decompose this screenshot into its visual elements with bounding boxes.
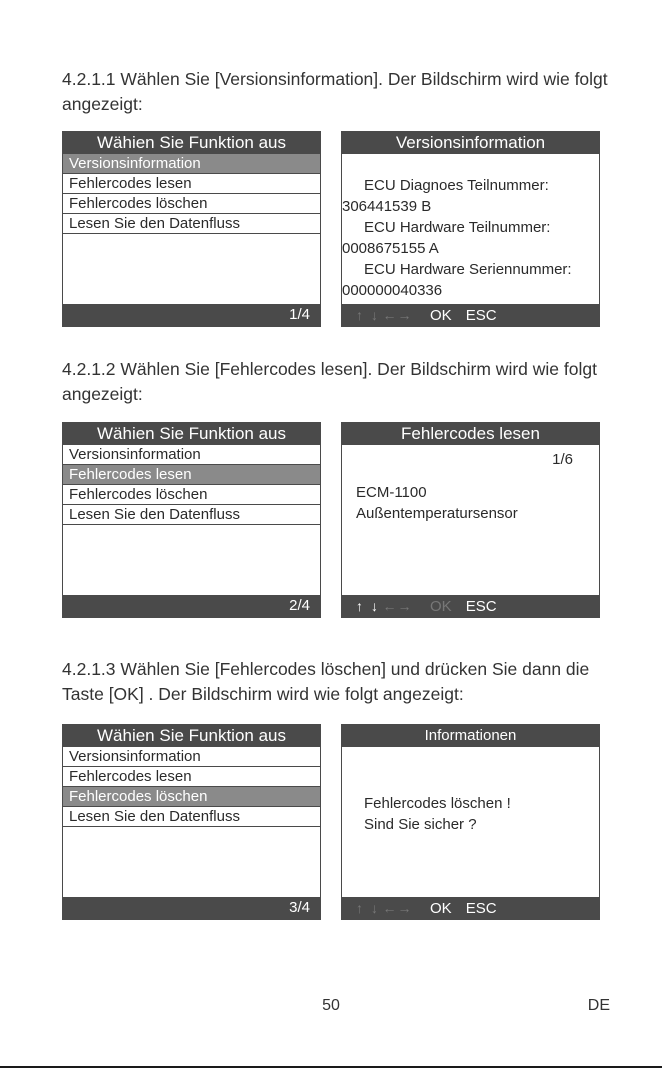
esc-key[interactable]: ESC (465, 598, 497, 615)
key-hints (352, 897, 497, 920)
menu-item-datenfluss[interactable]: Lesen Sie den Datenfluss (63, 214, 320, 234)
confirm-line-2: Sind Sie sicher ? (364, 816, 477, 833)
function-menu-screen-2 (62, 422, 321, 618)
screen-title: Informationen (342, 725, 599, 747)
section-2-text: 4.2.1.2 Wählen Sie [Fehlercodes lesen]. Der Bildschirm wird wie folgt angezeigt: (62, 359, 597, 404)
arrow-left-icon: ← (382, 598, 397, 614)
ecu-serial-value: 000000040336 (342, 282, 443, 299)
page-indicator: 1/4 (289, 306, 310, 323)
ok-key[interactable]: OK (430, 307, 452, 324)
esc-key[interactable]: ESC (465, 900, 497, 917)
menu-item-fehlercodes-lesen[interactable]: Fehlercodes lesen (63, 465, 320, 485)
fault-code: ECM-1100 (356, 484, 427, 501)
arrow-down-icon: ↓ (371, 307, 378, 323)
ecu-hw-value: 0008675155 A (342, 240, 439, 257)
menu-item-fehlercodes-loeschen[interactable]: Fehlercodes löschen (63, 194, 320, 214)
arrow-right-icon: → (397, 598, 412, 614)
confirm-dialog-screen (341, 724, 600, 920)
ecu-diag-label: ECU Diagnoes Teilnummer: (364, 177, 549, 194)
page-bottom-rule (0, 1066, 662, 1068)
screen-footer (63, 304, 320, 326)
arrow-up-icon: ↑ (356, 307, 363, 323)
ecu-diag-value: 306441539 B (342, 198, 432, 215)
code-counter: 1/6 (552, 451, 573, 468)
screen-footer (63, 595, 320, 617)
version-info-screen (341, 131, 600, 327)
page-indicator: 2/4 (289, 597, 310, 614)
arrow-right-icon: → (397, 900, 412, 916)
function-menu-screen-3 (62, 724, 321, 920)
ecu-serial-label: ECU Hardware Seriennummer: (364, 261, 572, 278)
arrow-up-icon: ↑ (356, 900, 363, 916)
arrow-down-icon[interactable]: ↓ (371, 598, 378, 614)
key-hints (352, 304, 497, 327)
section-1-text: 4.2.1.1 Wählen Sie [Versionsinformation]. Der Bildschirm wird wie folgt angezeigt: (62, 69, 608, 114)
version-info-body (342, 175, 599, 301)
ok-key[interactable]: OK (430, 900, 452, 917)
arrow-right-icon: → (397, 307, 412, 323)
menu-item-fehlercodes-lesen[interactable]: Fehlercodes lesen (63, 767, 320, 787)
esc-key[interactable]: ESC (465, 307, 497, 324)
ecu-hw-label: ECU Hardware Teilnummer: (364, 219, 551, 236)
function-menu-screen-1 (62, 131, 321, 327)
ok-key: OK (430, 598, 452, 615)
page-indicator: 3/4 (289, 899, 310, 916)
menu-item-datenfluss[interactable]: Lesen Sie den Datenfluss (63, 807, 320, 827)
screen-title: Wähien Sie Funktion aus (63, 423, 320, 445)
menu-item-datenfluss[interactable]: Lesen Sie den Datenfluss (63, 505, 320, 525)
arrow-up-icon[interactable]: ↑ (356, 598, 363, 614)
menu-item-versionsinformation[interactable]: Versionsinformation (63, 747, 320, 767)
menu-item-versionsinformation[interactable]: Versionsinformation (63, 445, 320, 465)
arrow-left-icon: ← (382, 307, 397, 323)
screen-footer (342, 897, 599, 919)
menu-item-fehlercodes-loeschen[interactable]: Fehlercodes löschen (63, 787, 320, 807)
page-number: 50 (322, 997, 340, 1014)
screen-footer (342, 595, 599, 617)
arrow-down-icon: ↓ (371, 900, 378, 916)
screen-title: Fehlercodes lesen (342, 423, 599, 445)
arrow-left-icon: ← (382, 900, 397, 916)
menu-item-fehlercodes-loeschen[interactable]: Fehlercodes löschen (63, 485, 320, 505)
language-code: DE (587, 997, 610, 1014)
key-hints (352, 595, 497, 618)
fault-description: Außentemperatursensor (356, 505, 518, 522)
screen-footer (342, 304, 599, 326)
fault-codes-screen (341, 422, 600, 618)
screen-footer (63, 897, 320, 919)
screen-title: Wähien Sie Funktion aus (63, 132, 320, 154)
screen-title: Versionsinformation (342, 132, 599, 154)
confirm-line-1: Fehlercodes löschen ! (364, 795, 511, 812)
section-3-text: 4.2.1.3 Wählen Sie [Fehlercodes löschen] und drücken Sie dann die Taste [OK] . Der Bildschirm wird wie folgt angezeigt: (62, 659, 590, 704)
menu-item-fehlercodes-lesen[interactable]: Fehlercodes lesen (63, 174, 320, 194)
menu-item-versionsinformation[interactable]: Versionsinformation (63, 154, 320, 174)
screen-title: Wähien Sie Funktion aus (63, 725, 320, 747)
